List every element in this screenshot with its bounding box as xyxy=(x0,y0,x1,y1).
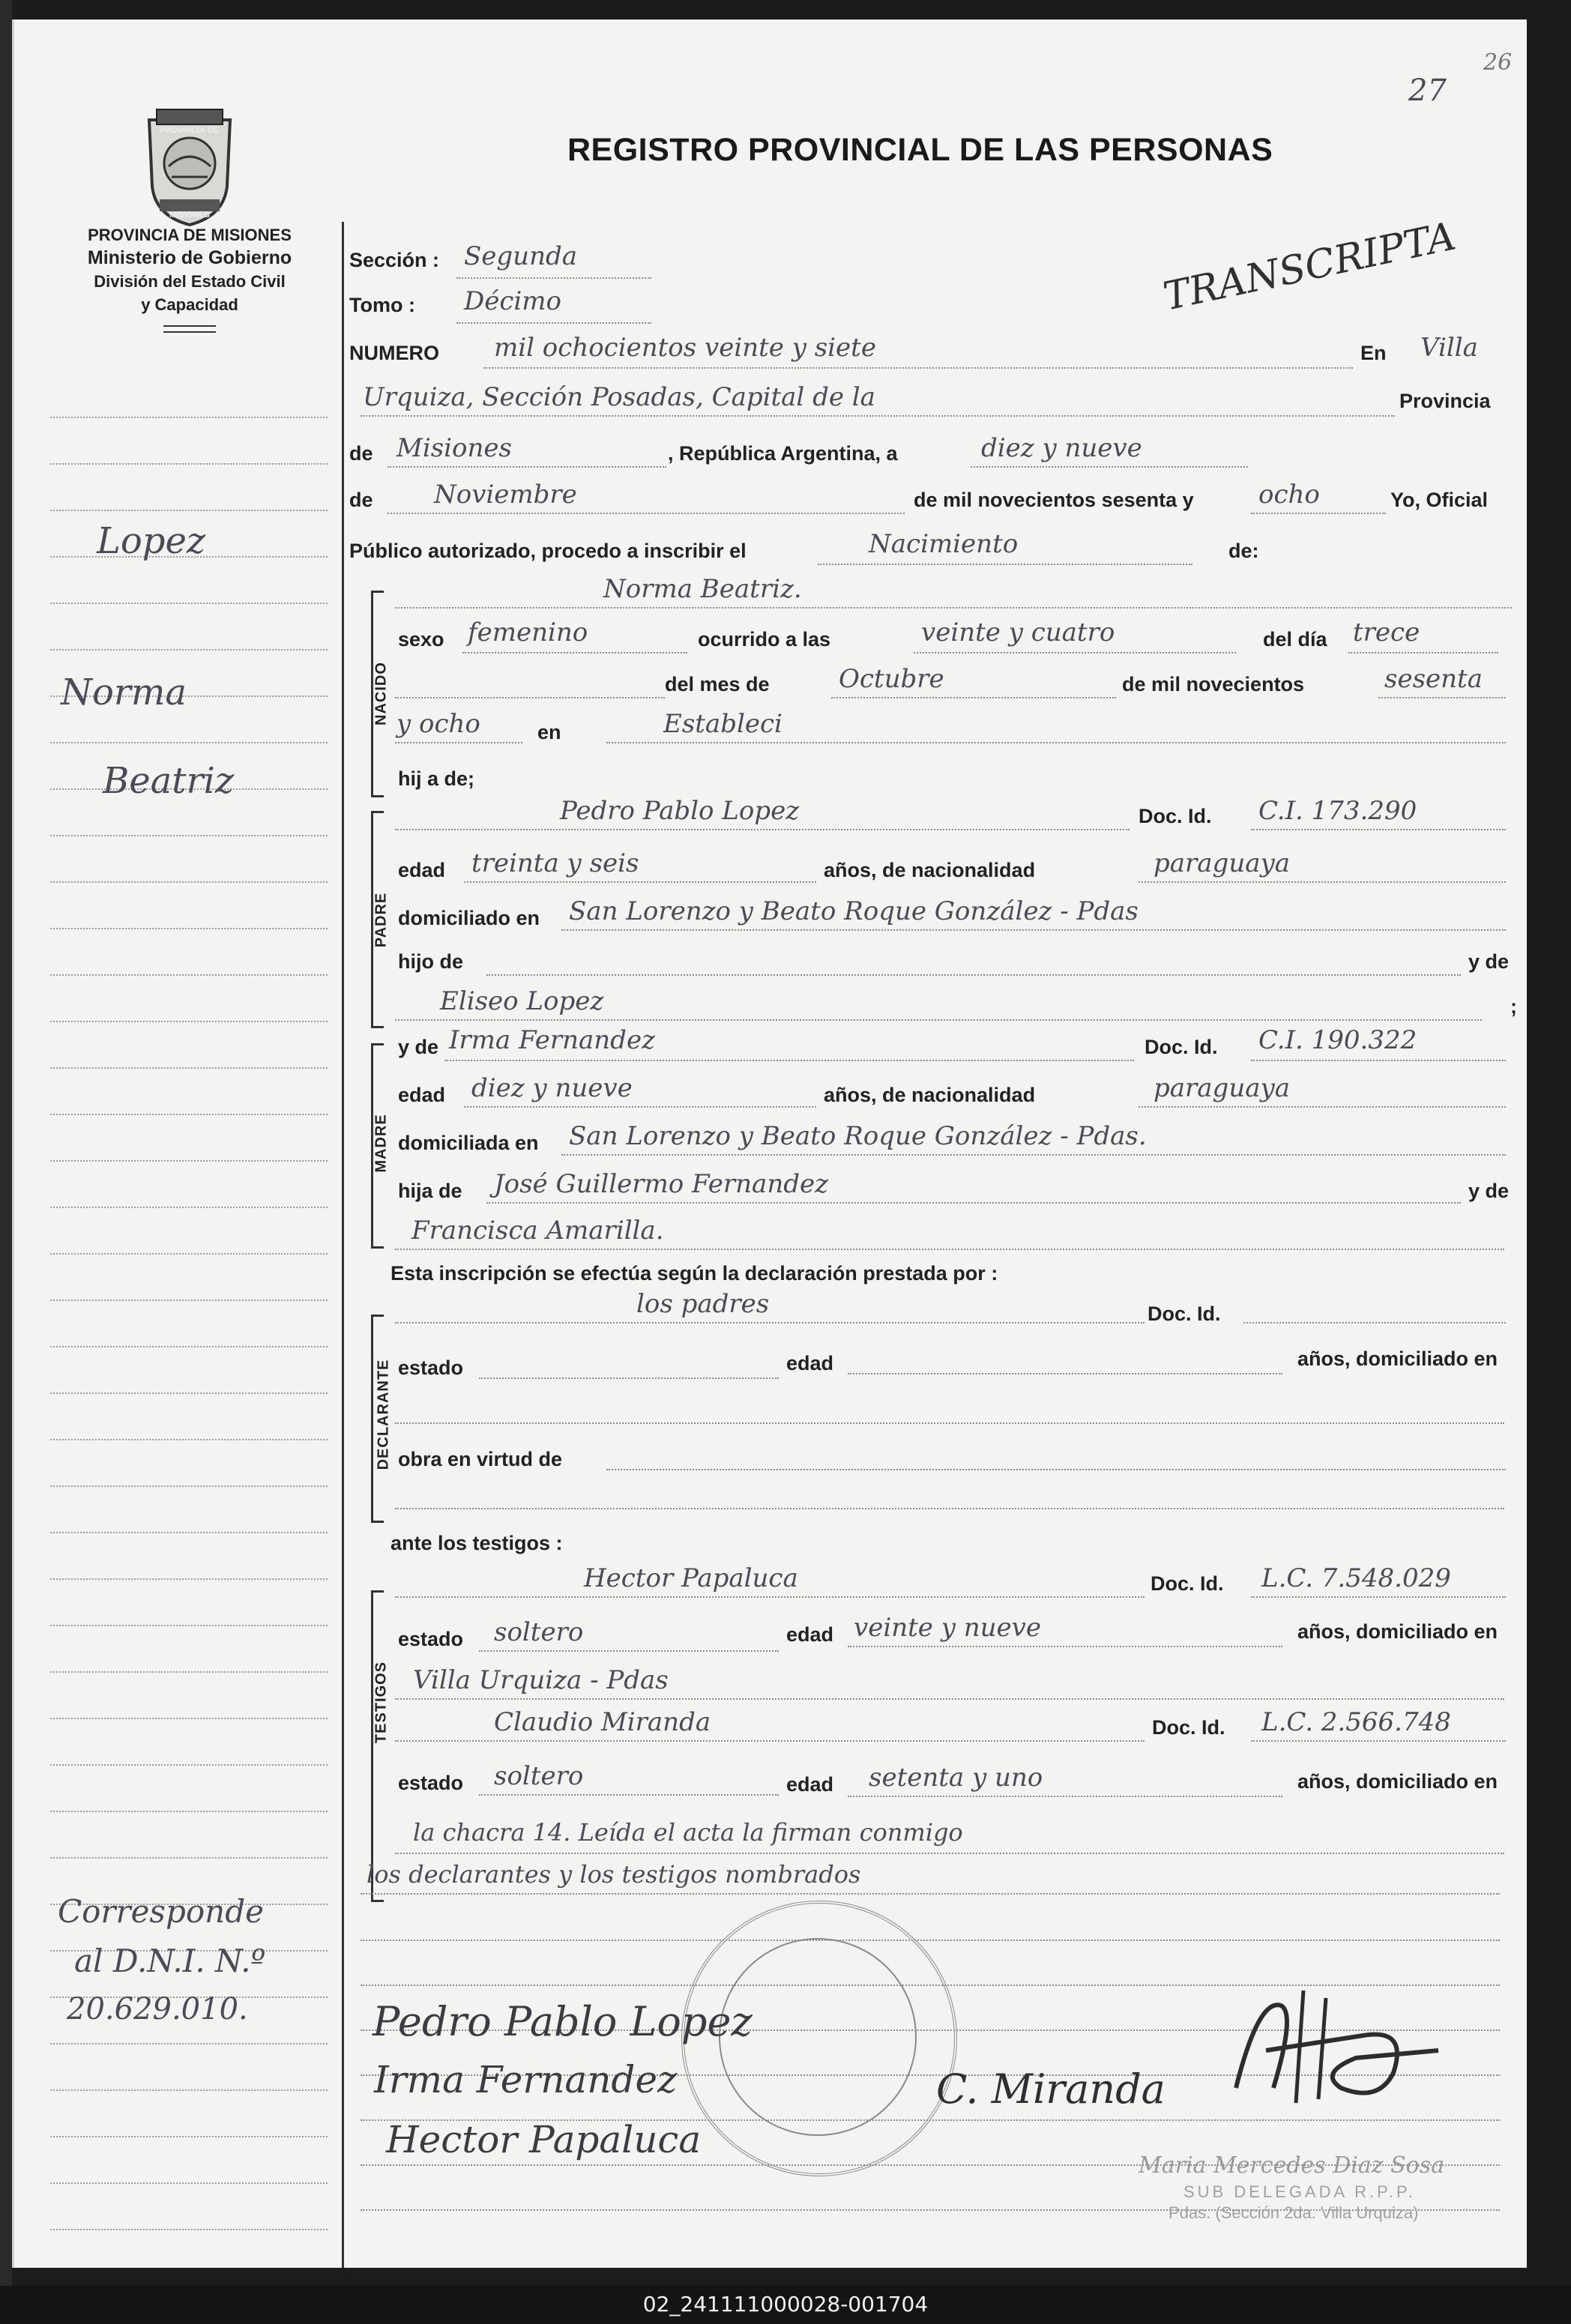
place-value: Urquiza, Sección Posadas, Capital de la xyxy=(363,382,875,412)
officer-title-stamp: SUB DELEGADA R.P.P. xyxy=(1183,2182,1416,2201)
margin-rule-line xyxy=(50,835,328,836)
margin-rule-line xyxy=(50,1021,328,1022)
folio-number: 27 xyxy=(1408,73,1447,108)
margin-rule-line xyxy=(50,1764,328,1766)
division-name-2: y Capacidad xyxy=(141,295,238,314)
margin-rule-line xyxy=(50,649,328,651)
declaration-label: Esta inscripción se efectúa según la declaración prestada por : xyxy=(391,1262,998,1285)
margin-rule-line xyxy=(50,2229,328,2230)
officer-label: Yo, Oficial xyxy=(1390,489,1489,511)
sex-value: femenino xyxy=(468,618,588,648)
place-label: En xyxy=(1360,342,1387,364)
country-label: , República Argentina, a xyxy=(668,442,898,465)
of-label-2: de xyxy=(349,489,373,511)
margin-note-1: Corresponde xyxy=(58,1893,264,1930)
image-identifier: 02_241111000028-001704 xyxy=(642,2292,929,2317)
witness-1-id-value: L.C. 7.548.029 xyxy=(1261,1563,1451,1593)
and-of-label: y de xyxy=(398,1036,439,1058)
witnesses-side-label: TESTIGOS xyxy=(373,1661,390,1744)
witness-2-residence-label: años, domiciliado en xyxy=(1297,1770,1498,1793)
margin-first-name: Norma xyxy=(61,671,187,713)
declarant-id-label: Doc. Id. xyxy=(1148,1303,1221,1325)
margin-rule-line xyxy=(50,1625,328,1626)
margin-rule-line xyxy=(50,742,328,743)
place-value-start: Villa xyxy=(1420,333,1478,363)
witness-2-status-value: soltero xyxy=(494,1761,584,1791)
margin-rule-line xyxy=(50,1207,328,1208)
father-age-value: treinta y seis xyxy=(471,848,639,878)
margin-rule-line xyxy=(50,1067,328,1069)
witness-2-id-label: Doc. Id. xyxy=(1152,1716,1225,1739)
margin-rule-line xyxy=(50,1439,328,1440)
of-label-3: de: xyxy=(1228,540,1259,562)
father-nationality-value: paraguaya xyxy=(1154,848,1290,878)
margin-rule-line xyxy=(50,1392,328,1394)
margin-second-name: Beatriz xyxy=(103,760,235,802)
book-spine xyxy=(0,0,12,2286)
margin-rule-line xyxy=(50,1485,328,1487)
margin-rule-line xyxy=(50,1346,328,1347)
volume-value: Décimo xyxy=(464,286,562,316)
mother-id-value: C.I. 190.322 xyxy=(1258,1025,1417,1055)
declarant-status-label: estado xyxy=(398,1356,464,1379)
witness-1-id-label: Doc. Id. xyxy=(1151,1572,1224,1595)
time-label: ocurrido a las xyxy=(698,628,831,651)
year-label: de mil novecientos sesenta y xyxy=(914,489,1194,511)
margin-surname: Lopez xyxy=(97,520,206,562)
signature-parent-2: Irma Fernandez xyxy=(374,2058,678,2101)
margin-rule-line xyxy=(50,1253,328,1255)
birth-year-value: y ocho xyxy=(396,709,480,739)
signature-witness-1: Hector Papaluca xyxy=(386,2118,702,2161)
witness-2-name: Claudio Miranda xyxy=(494,1707,711,1737)
mother-age-value: diez y nueve xyxy=(471,1073,633,1103)
mother-nationality-label: años, de nacionalidad xyxy=(824,1084,1036,1106)
witness-1-age-label: edad xyxy=(786,1623,834,1646)
margin-rule-line xyxy=(50,603,328,604)
month-label: del mes de xyxy=(665,673,770,695)
birth-year-value-start: sesenta xyxy=(1384,664,1483,694)
number-label: NUMERO xyxy=(349,342,439,364)
mother-address-label: domiciliada en xyxy=(398,1132,539,1154)
margin-divider xyxy=(342,222,344,2268)
at-label: en xyxy=(537,721,561,743)
mother-age-label: edad xyxy=(398,1084,446,1106)
year-value: ocho xyxy=(1258,480,1320,510)
register-page xyxy=(12,19,1527,2268)
witness-2-age-value: setenta y uno xyxy=(869,1763,1043,1793)
witnesses-label: ante los testigos : xyxy=(391,1532,563,1554)
father-and-label: y de xyxy=(1468,950,1510,973)
of-label: de xyxy=(349,442,373,465)
margin-rule-line xyxy=(50,1671,328,1673)
margin-rule-line xyxy=(50,1114,328,1115)
officer-signature-icon xyxy=(1213,1976,1461,2118)
declarant-by-virtue-label: obra en virtud de xyxy=(398,1448,563,1470)
month-value: Noviembre xyxy=(434,480,577,510)
province-label: Provincia xyxy=(1399,390,1491,412)
margin-rule-line xyxy=(50,881,328,883)
signature-parent-1: Pedro Pablo Lopez xyxy=(373,1998,753,2045)
mother-address-value: San Lorenzo y Beato Roque González - Pdas. xyxy=(569,1121,1147,1151)
witness-2-age-label: edad xyxy=(786,1773,834,1796)
margin-rule-line xyxy=(50,1718,328,1719)
division-name-1: División del Estado Civil xyxy=(94,272,286,291)
witness-2-status-label: estado xyxy=(398,1772,464,1794)
ministry-name: Ministerio de Gobierno xyxy=(87,247,292,268)
margin-note-2: al D.N.I. N.º xyxy=(74,1943,266,1979)
signature-witness-2: C. Miranda xyxy=(936,2065,1166,2113)
margin-rule-line xyxy=(50,1532,328,1533)
page-title: REGISTRO PROVINCIAL DE LAS PERSONAS xyxy=(567,132,1273,168)
section-value: Segunda xyxy=(464,241,578,271)
day-label: del día xyxy=(1263,628,1327,651)
margin-rule-line xyxy=(50,1160,328,1162)
sex-label: sexo xyxy=(398,628,444,651)
margin-rule-line xyxy=(50,974,328,976)
grandmother-maternal: Francisca Amarilla. xyxy=(411,1216,664,1246)
province-value: Misiones xyxy=(396,433,512,463)
margin-rule-line xyxy=(50,2089,328,2091)
declarant-name: los padres xyxy=(636,1289,770,1319)
birth-day-value: trece xyxy=(1353,618,1420,648)
number-value: mil ochocientos veinte y siete xyxy=(494,333,876,363)
margin-rule-line xyxy=(50,2136,328,2137)
birth-month-value: Octubre xyxy=(839,664,944,694)
father-name: Pedro Pablo Lopez xyxy=(560,796,800,826)
mother-parent-label: hija de xyxy=(398,1180,462,1202)
born-side-label: NACIDO xyxy=(373,662,390,725)
child-of-label: hij a de; xyxy=(398,767,475,790)
witness-1-status-label: estado xyxy=(398,1628,464,1650)
witness-2-residence-closing: la chacra 14. Leída el acta la firman conmigo xyxy=(413,1818,963,1847)
grandfather-paternal: Eliseo Lopez xyxy=(440,986,604,1016)
father-id-label: Doc. Id. xyxy=(1139,805,1212,827)
transcribed-stamp: TRANSCRIPTA xyxy=(1160,214,1460,320)
father-nationality-label: años, de nacionalidad xyxy=(824,859,1036,881)
birth-place-value: Estableci xyxy=(663,709,783,739)
time-value: veinte y cuatro xyxy=(921,618,1115,648)
act-value: Nacimiento xyxy=(869,529,1019,559)
mother-and-label: y de xyxy=(1468,1180,1510,1202)
witness-1-age-value: veinte y nueve xyxy=(854,1613,1041,1643)
witness-1-residence-value: Villa Urquiza - Pdas xyxy=(413,1665,669,1695)
volume-label: Tomo : xyxy=(349,294,415,316)
margin-rule-line xyxy=(50,1578,328,1580)
semicolon: ; xyxy=(1510,995,1517,1018)
margin-rule-line xyxy=(50,417,328,418)
witness-1-name: Hector Papaluca xyxy=(584,1563,798,1593)
declarant-side-label: DECLARANTE xyxy=(375,1359,392,1470)
grandfather-maternal: José Guillermo Fernandez xyxy=(494,1169,829,1199)
witness-1-residence-label: años, domiciliado en xyxy=(1297,1620,1498,1643)
grandmother-paternal: Irma Fernandez xyxy=(449,1025,655,1055)
closing-statement: los declarantes y los testigos nombrados xyxy=(367,1860,861,1889)
day-value: diez y nueve xyxy=(981,433,1142,463)
year-label-2: de mil novecientos xyxy=(1122,673,1305,695)
father-parent-label: hijo de xyxy=(398,950,463,973)
mother-side-label: MADRE xyxy=(373,1114,390,1173)
margin-rule-line xyxy=(50,2182,328,2184)
witness-2-id-value: L.C. 2.566.748 xyxy=(1261,1707,1451,1737)
coat-of-arms-ribbon-text: PROVINCIA DE xyxy=(160,126,220,135)
margin-rule-line xyxy=(50,1300,328,1301)
declarant-residence-label: años, domiciliado en xyxy=(1297,1347,1498,1370)
margin-rule-line xyxy=(50,510,328,511)
child-name: Norma Beatriz. xyxy=(603,574,802,604)
declarant-age-label: edad xyxy=(786,1352,834,1374)
mother-id-label: Doc. Id. xyxy=(1145,1036,1218,1058)
margin-rule-line xyxy=(50,463,328,465)
section-label: Sección : xyxy=(349,249,440,271)
father-address-value: San Lorenzo y Beato Roque González - Pdas xyxy=(569,896,1139,926)
folio-number-top: 26 xyxy=(1483,49,1513,76)
act-label: Público autorizado, procedo a inscribir el xyxy=(349,540,747,562)
father-id-value: C.I. 173.290 xyxy=(1258,796,1417,826)
margin-note-3: 20.629.010. xyxy=(67,1992,248,2026)
officer-section-stamp: Pdas. (Sección 2da. Villa Urquiza) xyxy=(1169,2203,1419,2222)
officer-name-stamp: Maria Mercedes Diaz Sosa xyxy=(1139,2152,1444,2179)
province-name: PROVINCIA DE MISIONES xyxy=(88,226,292,244)
father-address-label: domiciliado en xyxy=(398,907,540,929)
margin-rule-line xyxy=(50,1857,328,1859)
witness-1-status-value: soltero xyxy=(494,1617,584,1647)
father-age-label: edad xyxy=(398,859,446,881)
coat-of-arms-base-text: MISIONES xyxy=(169,211,210,220)
mother-nationality-value: paraguaya xyxy=(1154,1073,1290,1103)
margin-rule-line xyxy=(50,2043,328,2044)
father-side-label: PADRE xyxy=(373,892,390,948)
margin-rule-line xyxy=(50,1811,328,1812)
margin-rule-line xyxy=(50,928,328,929)
issuing-authority xyxy=(47,223,332,333)
